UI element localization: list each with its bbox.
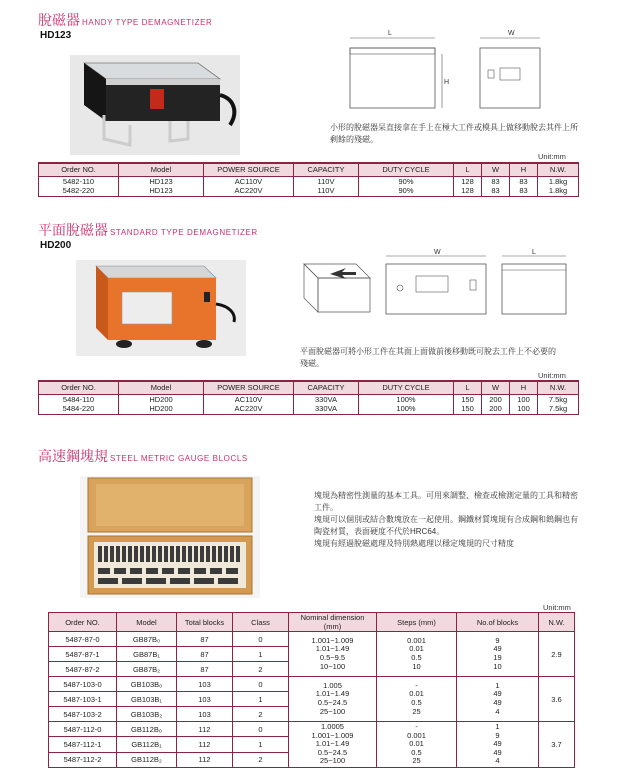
value: 49 xyxy=(493,739,502,749)
value: 25 xyxy=(412,706,421,716)
col-nw: N.W. xyxy=(538,163,579,176)
value: 1.01~1.49 xyxy=(315,644,350,654)
cell: 103 xyxy=(177,692,233,707)
value: 0.001 xyxy=(407,730,426,740)
value: 25~100 xyxy=(319,756,346,766)
cell: 90% xyxy=(359,186,454,196)
cell: AC110V xyxy=(204,176,294,186)
hd200-spec-table xyxy=(38,380,579,415)
cell: 5482-110 xyxy=(39,176,119,186)
col-order-no: Order NO. xyxy=(39,381,119,394)
section3-description xyxy=(314,490,584,550)
value: 49 xyxy=(493,698,502,707)
value: 1 xyxy=(495,722,500,731)
cell: 112 xyxy=(177,752,233,767)
cell: 7.5kg xyxy=(538,394,579,404)
table-row xyxy=(49,632,575,647)
value: 0.01 xyxy=(409,644,424,654)
col-l: L xyxy=(454,163,482,176)
col-l: L xyxy=(454,381,482,394)
nominal-cell xyxy=(289,632,377,677)
section1-title-cn: 脫磁器 xyxy=(38,12,80,28)
steps-cell xyxy=(377,677,457,722)
value: 1.005 xyxy=(323,680,342,690)
value: 0.5 xyxy=(411,747,422,757)
cell: 5487-87-2 xyxy=(49,662,117,677)
cell: HD123 xyxy=(119,186,204,196)
cell: 5487-103-0 xyxy=(49,677,117,692)
nw-cell: 3.6 xyxy=(539,677,575,722)
col-steps: Steps (mm) xyxy=(377,613,457,632)
cell: 87 xyxy=(177,632,233,647)
cell: 5487-112-1 xyxy=(49,737,117,752)
value: 1.01~1.49 xyxy=(315,739,350,749)
value: 9 xyxy=(495,730,500,740)
table-header-row xyxy=(39,381,579,394)
value: 1.001~1.009 xyxy=(311,730,354,740)
value: 1.0005 xyxy=(321,722,344,731)
hd123-photo xyxy=(70,55,240,155)
value: 10 xyxy=(493,661,502,671)
section3-title-en: STEEL METRIC GAUGE BLOCLS xyxy=(110,454,248,463)
col-model: Model xyxy=(119,163,204,176)
cell: 5484-220 xyxy=(39,404,119,414)
gauge-block-set-photo xyxy=(80,476,260,598)
cell: 0 xyxy=(233,677,289,692)
section1-description: 小形的脫磁器呆直接拿在手上在極大工件或模具上做移動脫去其件上所剩餘的殘磁。 xyxy=(330,123,578,144)
col-power-source: POWER SOURCE xyxy=(204,381,294,394)
value: 19 xyxy=(493,653,502,662)
hd200-dim-l: L xyxy=(532,249,536,256)
cell: 7.5kg xyxy=(538,404,579,414)
section3-desc-line: 塊規有經過脫磁處理及特別熱處理以穩定塊規的尺寸精度 xyxy=(314,539,514,548)
cell: 0 xyxy=(233,722,289,737)
cell: GB87B₀ xyxy=(117,632,177,647)
table-row xyxy=(39,394,579,404)
col-h: H xyxy=(510,381,538,394)
section3-title-cn: 高速鋼塊規 xyxy=(38,448,108,464)
hd123-dim-h: H xyxy=(444,79,450,86)
cell: 5487-87-0 xyxy=(49,632,117,647)
col-duty-cycle: DUTY CYCLE xyxy=(359,381,454,394)
cell: 90% xyxy=(359,176,454,186)
cell: 100% xyxy=(359,404,454,414)
cell: HD123 xyxy=(119,176,204,186)
nw-cell: 2.9 xyxy=(539,632,575,677)
table-row xyxy=(39,404,579,414)
value: 10~100 xyxy=(319,661,346,671)
col-no-of-blocks: No.of blocks xyxy=(457,613,539,632)
col-nw: N.W. xyxy=(539,613,575,632)
cell: GB87B₂ xyxy=(117,662,177,677)
blocks-cell xyxy=(457,722,539,768)
table-header-row xyxy=(39,163,579,176)
cell: 1 xyxy=(233,692,289,707)
cell: 200 xyxy=(482,404,510,414)
section1-title xyxy=(38,10,212,30)
steps-cell xyxy=(377,632,457,677)
hd200-photo xyxy=(76,260,246,356)
value: 49 xyxy=(493,644,502,654)
hd200-dim-w: W xyxy=(434,249,441,256)
cell: 112 xyxy=(177,722,233,737)
gauge-block-table xyxy=(48,612,575,768)
value: 1.001~1.009 xyxy=(311,635,354,645)
cell: 83 xyxy=(510,186,538,196)
value: 9 xyxy=(495,635,500,645)
col-capacity: CAPACITY xyxy=(294,381,359,394)
value: 0.5 xyxy=(411,653,422,662)
blocks-cell xyxy=(457,677,539,722)
cell: 83 xyxy=(482,186,510,196)
cell: AC220V xyxy=(204,186,294,196)
cell: GB112B₂ xyxy=(117,752,177,767)
cell: 5487-112-2 xyxy=(49,752,117,767)
cell: 5487-103-2 xyxy=(49,707,117,722)
cell: 5487-87-1 xyxy=(49,647,117,662)
col-duty-cycle: DUTY CYCLE xyxy=(359,163,454,176)
table-row xyxy=(39,186,579,196)
section3-unit: Unit:mm xyxy=(543,603,571,612)
cell: 5487-112-0 xyxy=(49,722,117,737)
value: 49 xyxy=(493,689,502,699)
col-model: Model xyxy=(119,381,204,394)
hd200-dimension-drawing xyxy=(296,248,576,316)
value: 25 xyxy=(412,756,421,766)
value: 0.5~9.5 xyxy=(319,653,346,662)
section3-title xyxy=(38,446,248,466)
value: 4 xyxy=(495,706,500,716)
value: 0.001 xyxy=(407,635,426,645)
section3-desc-line: 塊規可以個別或結合數塊放在一起使用。鋼鐵材質塊規有合成鋼和鎢鋼也有陶瓷材質，表面硬度不代於HRC64。 xyxy=(314,515,578,536)
value: 25~100 xyxy=(319,706,346,716)
value: 0.5~24.5 xyxy=(317,698,348,707)
cell: 1.8kg xyxy=(538,176,579,186)
cell: 128 xyxy=(454,186,482,196)
cell: GB112B₁ xyxy=(117,737,177,752)
cell: 103 xyxy=(177,707,233,722)
section2-description: 平面脫磁器可將小形工件在其面上面做前後移動既可脫去工件上不必要的殘磁。 xyxy=(300,347,556,368)
cell: GB112B₀ xyxy=(117,722,177,737)
cell: 2 xyxy=(233,752,289,767)
blocks-cell xyxy=(457,632,539,677)
cell: 150 xyxy=(454,394,482,404)
value: 49 xyxy=(493,747,502,757)
cell: 100 xyxy=(510,404,538,414)
cell: 150 xyxy=(454,404,482,414)
hd123-spec-table xyxy=(38,162,579,197)
cell: 87 xyxy=(177,662,233,677)
cell: 2 xyxy=(233,707,289,722)
cell: GB103B₁ xyxy=(117,692,177,707)
section2-model-code: HD200 xyxy=(40,240,72,251)
table-row xyxy=(49,677,575,692)
table-row xyxy=(39,176,579,186)
value: 4 xyxy=(495,756,500,766)
cell: 110V xyxy=(294,176,359,186)
value: - xyxy=(415,680,418,690)
section1-model-code: HD123 xyxy=(40,30,72,41)
cell: HD200 xyxy=(119,394,204,404)
table-row xyxy=(49,722,575,737)
value: 0.5 xyxy=(411,698,422,707)
value: 0.5~24.5 xyxy=(317,747,348,757)
col-nominal-dimension: Nominal dimension (mm) xyxy=(289,613,377,632)
cell: 5484-110 xyxy=(39,394,119,404)
col-total-blocks: Total blocks xyxy=(177,613,233,632)
section3-desc-line: 塊規為精密性測量的基本工具。可用來調整、檢查或檢測定量的工具和精密工件。 xyxy=(314,491,578,512)
value: 1.01~1.49 xyxy=(315,689,350,699)
col-power-source: POWER SOURCE xyxy=(204,163,294,176)
cell: AC110V xyxy=(204,394,294,404)
hd123-dim-l: L xyxy=(388,30,392,37)
cell: 110V xyxy=(294,186,359,196)
cell: GB103B₂ xyxy=(117,707,177,722)
value: 0.01 xyxy=(409,689,424,699)
col-order-no: Order NO. xyxy=(49,613,117,632)
nw-cell: 3.7 xyxy=(539,722,575,768)
nominal-cell xyxy=(289,677,377,722)
section1-unit: Unit:mm xyxy=(538,152,566,161)
cell: 87 xyxy=(177,647,233,662)
col-w: W xyxy=(482,163,510,176)
cell: HD200 xyxy=(119,404,204,414)
section1-title-en: HANDY TYPE DEMAGNETIZER xyxy=(82,18,213,27)
cell: 100% xyxy=(359,394,454,404)
section2-title-en: STANDARD TYPE DEMAGNETIZER xyxy=(110,228,258,237)
cell: 1 xyxy=(233,737,289,752)
col-nw: N.W. xyxy=(538,381,579,394)
cell: 200 xyxy=(482,394,510,404)
cell: 1 xyxy=(233,647,289,662)
table-header-row xyxy=(49,613,575,632)
section2-title-cn: 平面脫磁器 xyxy=(38,222,108,238)
col-class: Class xyxy=(233,613,289,632)
col-h: H xyxy=(510,163,538,176)
cell: GB87B₁ xyxy=(117,647,177,662)
cell: 5487-103-1 xyxy=(49,692,117,707)
col-model: Model xyxy=(117,613,177,632)
hd123-dimension-drawing xyxy=(340,28,560,120)
nominal-cell xyxy=(289,722,377,768)
value: 10 xyxy=(412,661,421,671)
steps-cell xyxy=(377,722,457,768)
value: 0.01 xyxy=(409,739,424,749)
cell: 128 xyxy=(454,176,482,186)
cell: AC220V xyxy=(204,404,294,414)
cell: 0 xyxy=(233,632,289,647)
cell: 83 xyxy=(510,176,538,186)
cell: 1.8kg xyxy=(538,186,579,196)
section2-unit: Unit:mm xyxy=(538,371,566,380)
section2-title xyxy=(38,220,258,240)
cell: 2 xyxy=(233,662,289,677)
cell: 103 xyxy=(177,677,233,692)
cell: 112 xyxy=(177,737,233,752)
hd123-dim-w: W xyxy=(508,30,515,37)
cell: GB103B₀ xyxy=(117,677,177,692)
value: 1 xyxy=(495,680,500,690)
cell: 100 xyxy=(510,394,538,404)
col-w: W xyxy=(482,381,510,394)
col-capacity: CAPACITY xyxy=(294,163,359,176)
cell: 330VA xyxy=(294,404,359,414)
cell: 83 xyxy=(482,176,510,186)
cell: 330VA xyxy=(294,394,359,404)
value: - xyxy=(415,722,418,731)
col-order-no: Order NO. xyxy=(39,163,119,176)
cell: 5482-220 xyxy=(39,186,119,196)
